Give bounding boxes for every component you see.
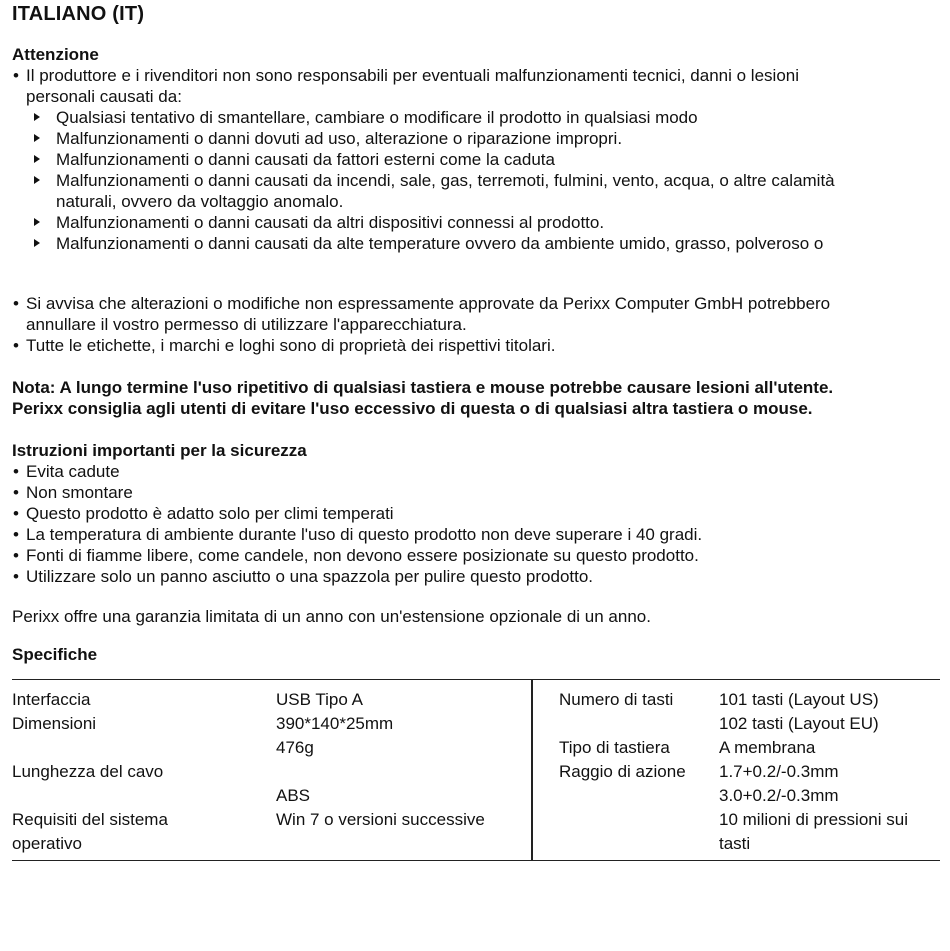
safety-heading: Istruzioni importanti per la sicurezza [12, 441, 307, 460]
spec-value: A membrana [719, 738, 816, 757]
attention-heading: Attenzione [12, 45, 99, 64]
list-item: • La temperatura di ambiente durante l'uso di questo prodotto non deve superare i 40 gradi. [13, 525, 703, 544]
note-line: Perixx consiglia agli utenti di evitare l'uso eccessivo di questa o di qualsiasi altra tastiera o mouse. [12, 399, 813, 418]
list-item: • Fonti di fiamme libere, come candele, non devono essere posizionate su questo prodotto. [13, 546, 699, 565]
list-item: Malfunzionamenti o danni causati da altri dispositivi connessi al prodotto. [12, 212, 942, 233]
notice-item: • Si avvisa che alterazioni o modifiche non espressamente approvate da Perixx Computer GmbH potrebbero [13, 294, 831, 313]
specs-table [12, 679, 940, 861]
spec-value: USB Tipo A [276, 690, 363, 709]
list-item: Malfunzionamenti o danni dovuti ad uso, alterazione o riparazione impropri. [12, 128, 942, 149]
list-item: Malfunzionamenti o danni causati da incendi, sale, gas, terremoti, fulmini, vento, acqua, o altre calamità [12, 170, 942, 191]
spec-value: 3.0+0.2/-0.3mm [719, 786, 839, 805]
notice-item: • Tutte le etichette, i marchi e loghi sono di proprietà dei rispettivi titolari. [13, 336, 556, 355]
spec-value: tasti [719, 834, 751, 853]
list-item: • Questo prodotto è adatto solo per climi temperati [13, 504, 394, 523]
list-item: • Utilizzare solo un panno asciutto o una spazzola per pulire questo prodotto. [13, 567, 594, 586]
spec-value: 101 tasti (Layout US) [719, 690, 879, 709]
notices-section [12, 293, 942, 356]
list-item: Malfunzionamenti o danni causati da alte temperature ovvero da ambiente umido, grasso, polveroso o [12, 233, 942, 254]
spec-label: Dimensioni [12, 714, 97, 733]
note-line: Nota: A lungo termine l'uso ripetitivo di qualsiasi tastiera e mouse potrebbe causare lesioni all'utente. [12, 378, 834, 397]
page-title: ITALIANO (IT) [12, 3, 145, 25]
list-item: Qualsiasi tentativo di smantellare, cambiare o modificare il prodotto in qualsiasi modo [12, 107, 942, 128]
attention-intro-cont: personali causati da: [26, 87, 182, 106]
spec-label: Interfaccia [12, 690, 91, 709]
spec-label: Raggio di azione [559, 762, 686, 781]
spec-value: 476g [276, 738, 314, 757]
spec-value: 390*140*25mm [276, 714, 394, 733]
spec-value: 10 milioni di pressioni sui [719, 810, 908, 829]
spec-value: ABS [276, 786, 311, 805]
attention-section [12, 44, 942, 254]
spec-label: operativo [12, 834, 82, 853]
spec-value: Win 7 o versioni successive [276, 810, 485, 829]
list-item: Malfunzionamenti o danni causati da fattori esterni come la caduta [12, 149, 942, 170]
warranty-text: Perixx offre una garanzia limitata di un anno con un'estensione opzionale di un anno. [12, 607, 651, 626]
note-section [12, 377, 942, 419]
spec-label: Tipo di tastiera [559, 738, 670, 757]
notice-item-cont: annullare il vostro permesso di utilizzare l'apparecchiatura. [26, 315, 467, 334]
list-item: • Evita cadute [13, 462, 120, 481]
spec-label: Numero di tasti [559, 690, 674, 709]
list-item: • Non smontare [13, 483, 133, 502]
safety-section [12, 440, 942, 587]
table-divider [531, 680, 533, 860]
spec-label: Lunghezza del cavo [12, 762, 164, 781]
attention-intro: • Il produttore e i rivenditori non sono responsabili per eventuali malfunzionamenti tecnici, danni o lesioni [13, 66, 800, 85]
spec-value: 1.7+0.2/-0.3mm [719, 762, 839, 781]
specs-heading: Specifiche [12, 645, 98, 664]
list-item-cont: naturali, ovvero da voltaggio anomalo. [56, 192, 344, 211]
spec-label: Requisiti del sistema [12, 810, 168, 829]
spec-value: 102 tasti (Layout EU) [719, 714, 879, 733]
